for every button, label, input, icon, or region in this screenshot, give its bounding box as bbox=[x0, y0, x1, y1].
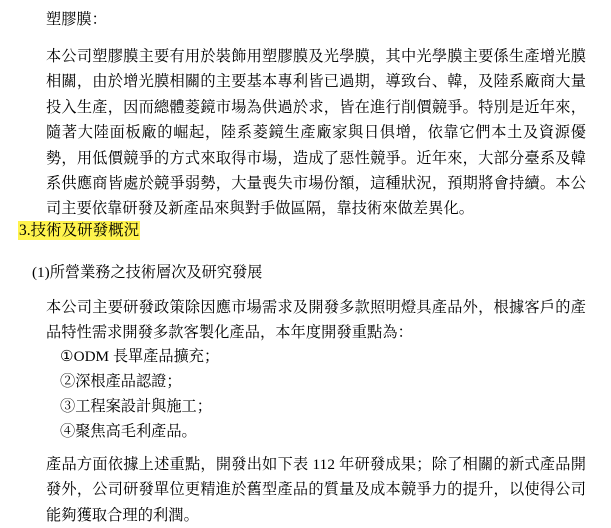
section-title: 塑膠膜： bbox=[46, 11, 107, 28]
list-item: ③工程案設計與施工； bbox=[60, 398, 212, 415]
list-item: ②深根產品認證； bbox=[60, 373, 182, 390]
paragraph-rnd-policy: 本公司主要研發政策除因應市場需求及開發多款照明燈具產品外，根據客戶的產品特性需求開發多款客製化產品，本年度開發重點為： bbox=[46, 299, 586, 342]
paragraph-rnd-results: 產品方面依據上述重點，開發出如下表 112 年研發成果；除了相關的新式產品開發外，公司研發單位更精進於舊型產品的質量及成本競爭力的提升，以使得公司能夠獲取合理的利潤。 bbox=[46, 456, 586, 524]
sub-heading-1: (1)所營業務之技術層次及研究發展 bbox=[32, 264, 263, 281]
list-item: ①ODM 長單產品擴充； bbox=[60, 348, 220, 365]
heading-section-3-text: 3.技術及研發概況 bbox=[19, 222, 140, 239]
heading-section-3 bbox=[18, 220, 218, 242]
list-item: ④聚焦高毛利產品。 bbox=[60, 423, 197, 440]
paragraph-plastic-film: 本公司塑膠膜主要有用於裝飾用塑膠膜及光學膜，其中光學膜主要係生產增光膜相關，由於增光膜相關的主要基本專利皆已過期，導致台、韓，及陸系廠商大量投入生產，因而總體菱鏡市場為供過於求，皆在進行削價競爭。特別是近年來，隨著大陸面板廠的崛起，陸系菱鏡生產廠家與日俱增，依靠它們本土及資源優勢，用低價競爭的方式來取得市場，造成了惡性競爭。近年來，大部分臺系及韓系供應商皆處於競爭弱勢，大量喪失市場份額，這種狀況，預期將會持續。本公司主要依靠研發及新產品來與對手做區隔，靠技術來做差異化。 bbox=[46, 48, 586, 218]
